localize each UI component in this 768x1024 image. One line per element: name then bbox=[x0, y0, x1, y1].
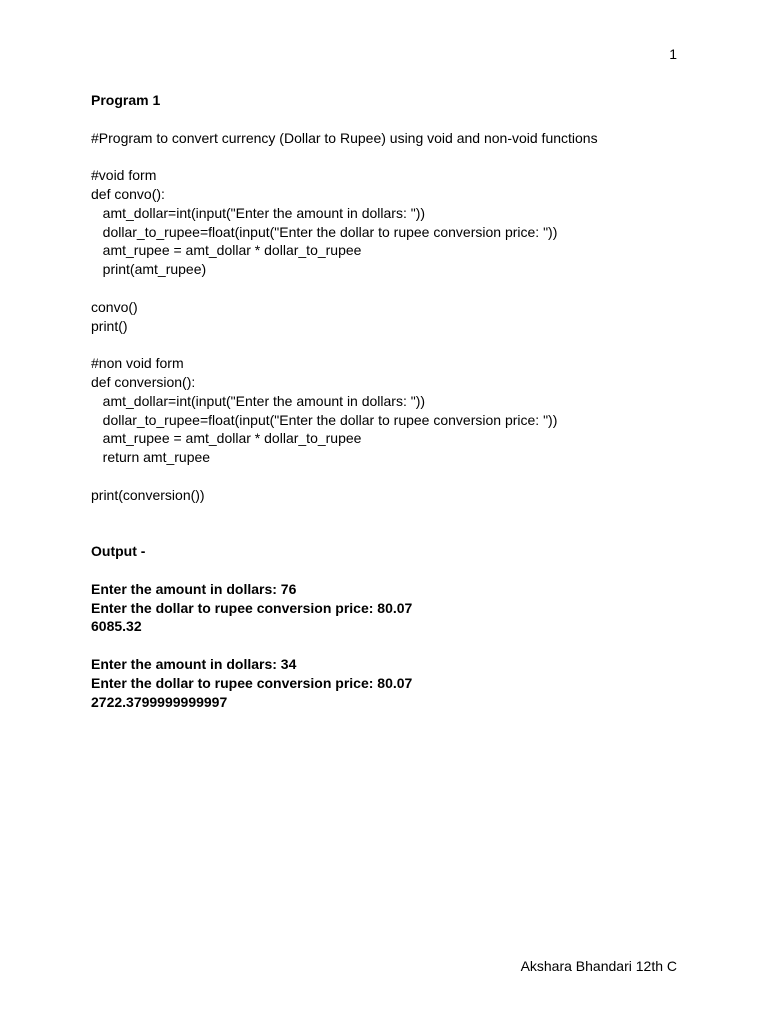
output-line: Enter the amount in dollars: 34 bbox=[91, 655, 297, 672]
output-heading: Output - bbox=[91, 543, 146, 560]
code-line: return amt_rupee bbox=[91, 449, 211, 466]
spacer bbox=[91, 636, 691, 655]
output-line: 2722.3799999999997 bbox=[91, 693, 228, 710]
spacer bbox=[91, 147, 691, 166]
void-form-section bbox=[91, 166, 691, 335]
code-comment: #void form bbox=[91, 167, 157, 184]
spacer bbox=[91, 561, 691, 580]
spacer bbox=[91, 505, 691, 543]
spacer bbox=[91, 279, 691, 298]
program-description: #Program to convert currency (Dollar to Rupee) using void and non-void functions bbox=[91, 129, 598, 146]
code-line: amt_rupee = amt_dollar * dollar_to_rupee bbox=[91, 430, 362, 447]
non-void-form-section bbox=[91, 354, 691, 504]
output-line: 6085.32 bbox=[91, 618, 142, 635]
code-line: amt_rupee = amt_dollar * dollar_to_rupee bbox=[91, 242, 362, 259]
code-line: convo() bbox=[91, 298, 138, 315]
code-line: print(conversion()) bbox=[91, 486, 205, 503]
code-line: dollar_to_rupee=float(input("Enter the dollar to rupee conversion price: ")) bbox=[91, 223, 558, 240]
code-line: amt_dollar=int(input("Enter the amount in dollars: ")) bbox=[91, 204, 426, 221]
code-line: print() bbox=[91, 317, 128, 334]
code-line: dollar_to_rupee=float(input("Enter the dollar to rupee conversion price: ")) bbox=[91, 411, 558, 428]
output-line: Enter the dollar to rupee conversion price: 80.07 bbox=[91, 674, 413, 691]
author-footer: Akshara Bhandari 12th C bbox=[520, 958, 677, 974]
code-line: print(amt_rupee) bbox=[91, 261, 207, 278]
output-section bbox=[91, 542, 691, 711]
spacer bbox=[91, 335, 691, 354]
code-comment: #non void form bbox=[91, 355, 184, 372]
spacer bbox=[91, 110, 691, 129]
output-line: Enter the amount in dollars: 76 bbox=[91, 580, 297, 597]
page-number: 1 bbox=[669, 46, 677, 62]
spacer bbox=[91, 467, 691, 486]
output-line: Enter the dollar to rupee conversion price: 80.07 bbox=[91, 599, 413, 616]
code-line: amt_dollar=int(input("Enter the amount in dollars: ")) bbox=[91, 392, 426, 409]
code-line: def convo(): bbox=[91, 185, 165, 202]
document-body bbox=[91, 91, 691, 711]
code-line: def conversion(): bbox=[91, 373, 196, 390]
program-heading: Program 1 bbox=[91, 92, 161, 108]
